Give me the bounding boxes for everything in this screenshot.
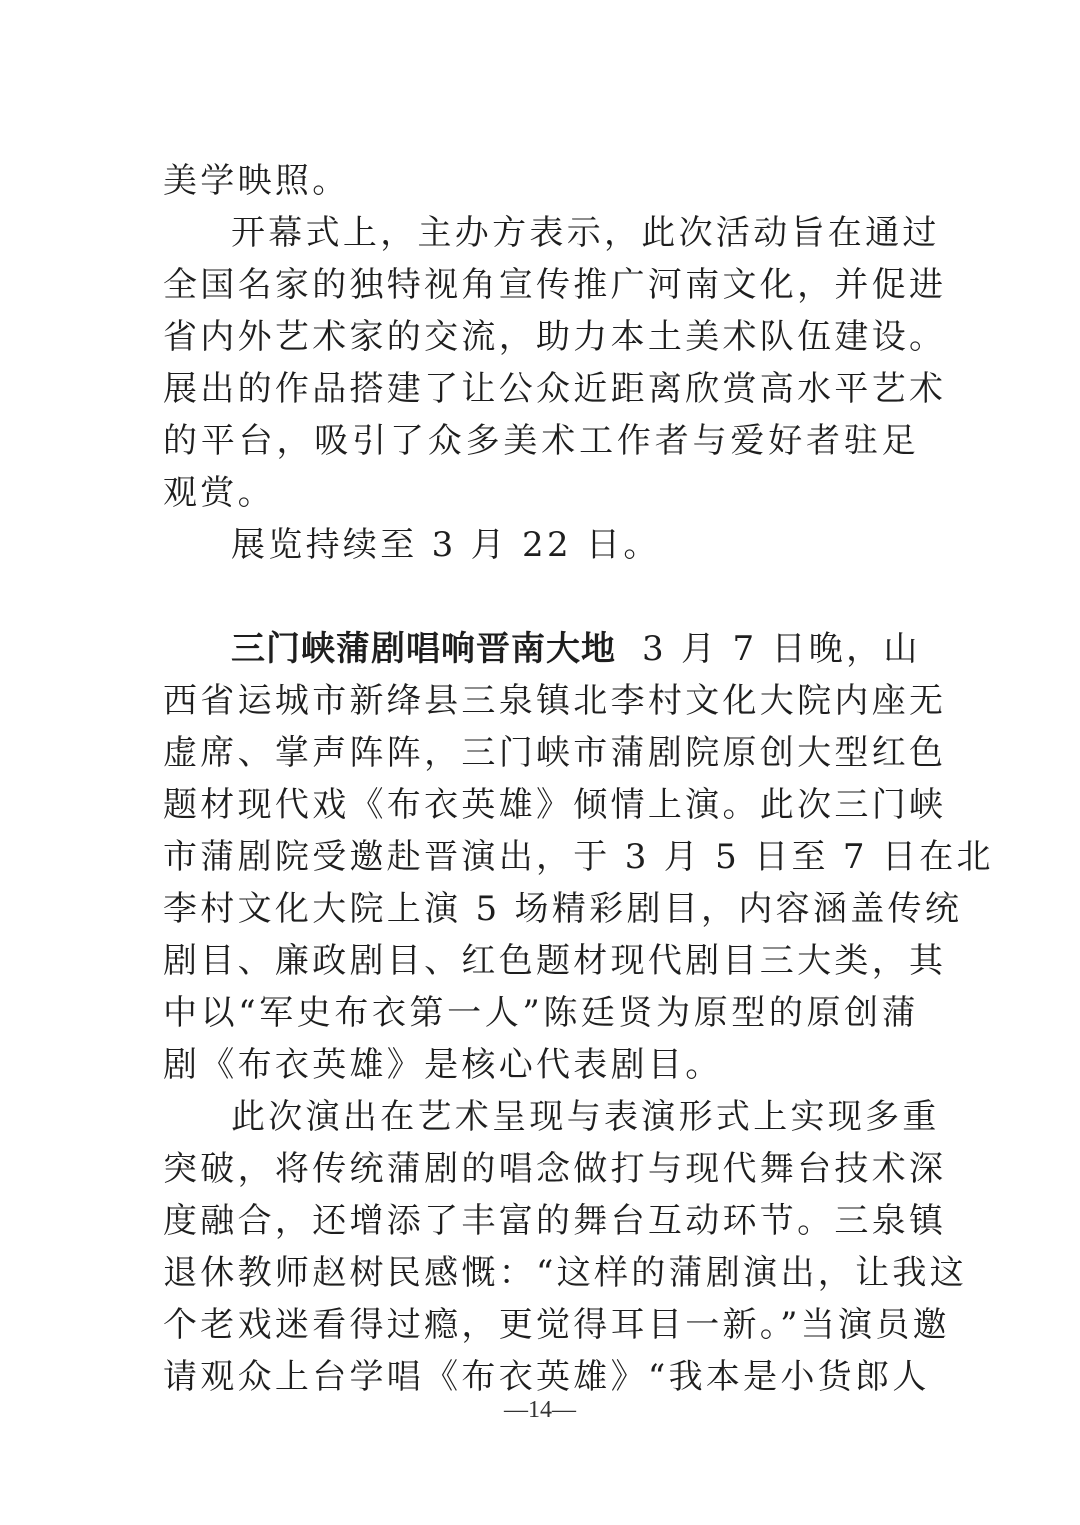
news-item-sanmenxia-opera bbox=[163, 623, 994, 1091]
text-line: 的平台，吸引了众多美术工作者与爱好者驻足 bbox=[163, 421, 919, 461]
text-line: 虚席、掌声阵阵，三门峡市蒲剧院原创大型红色 bbox=[163, 733, 947, 773]
paragraph-opening-ceremony bbox=[163, 207, 947, 519]
text-line: 度融合，还增添了丰富的舞台互动环节。三泉镇 bbox=[163, 1201, 947, 1241]
text-line: 剧目、廉政剧目、红色题材现代剧目三大类，其 bbox=[163, 941, 947, 981]
news-heading: 三门峡蒲剧唱响晋南大地 bbox=[231, 629, 616, 669]
section-spacer bbox=[163, 571, 919, 623]
text-line: 展出的作品搭建了让公众近距离欣赏高水平艺术 bbox=[163, 369, 947, 409]
text-line: 省内外艺术家的交流，助力本土美术队伍建设。 bbox=[163, 317, 947, 357]
paragraph-exhibition-end bbox=[163, 519, 919, 571]
document-page bbox=[163, 155, 994, 1403]
text-fragment: 3 月 7 日晚，山 bbox=[642, 629, 921, 669]
text-line: 西省运城市新绛县三泉镇北李村文化大院内座无 bbox=[163, 681, 947, 721]
text-line: 观赏。 bbox=[163, 473, 275, 513]
text-line: 美学映照。 bbox=[163, 161, 350, 201]
paragraph-performance bbox=[163, 1091, 967, 1403]
text-line: 开幕式上，主办方表示，此次活动旨在通过 bbox=[231, 213, 940, 253]
text-line: 李村文化大院上演 5 场精彩剧目，内容涵盖传统 bbox=[163, 889, 963, 929]
text-line: 突破，将传统蒲剧的唱念做打与现代舞台技术深 bbox=[163, 1149, 947, 1189]
text-line: 题材现代戏《布衣英雄》倾情上演。此次三门峡 bbox=[163, 785, 947, 825]
text-line: 请观众上台学唱《布衣英雄》“我本是小货郎人 bbox=[163, 1357, 930, 1397]
text-line: 剧《布衣英雄》是核心代表剧目。 bbox=[163, 1045, 723, 1085]
text-line: 市蒲剧院受邀赴晋演出，于 3 月 5 日至 7 日在北 bbox=[163, 837, 994, 877]
text-line: 此次演出在艺术呈现与表演形式上实现多重 bbox=[231, 1097, 940, 1137]
page-number: —14— bbox=[504, 1397, 576, 1423]
text-line: 中以“军史布衣第一人”陈廷贤为原型的原创蒲 bbox=[163, 993, 919, 1033]
text-line: 个老戏迷看得过瘾，更觉得耳目一新。”当演员邀 bbox=[163, 1305, 950, 1345]
text-line: 退休教师赵树民感慨：“这样的蒲剧演出，让我这 bbox=[163, 1253, 967, 1293]
text-line: 全国名家的独特视角宣传推广河南文化，并促进 bbox=[163, 265, 947, 305]
paragraph-continuation bbox=[163, 155, 919, 207]
text-line-with-heading bbox=[163, 623, 919, 675]
text-line: 展览持续至 3 月 22 日。 bbox=[231, 525, 661, 565]
